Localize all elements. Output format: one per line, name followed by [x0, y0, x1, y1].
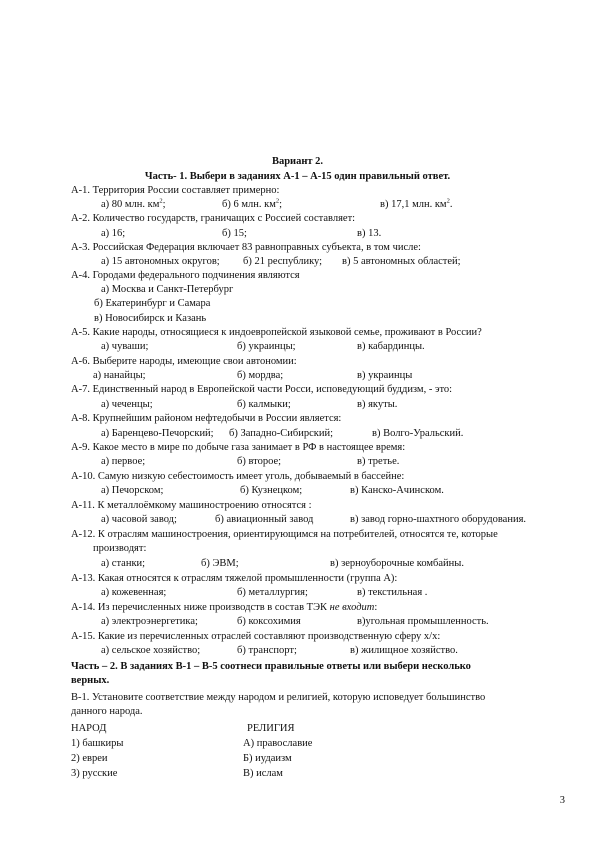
- option-a8-a: а) Баренцево-Печорский;: [101, 428, 214, 439]
- option-a12-a: а) станки;: [101, 558, 146, 569]
- question-b1: В-1. Установите соответствие между народом и религией, которую исповедует большинство: [71, 692, 486, 703]
- people-item: 3) русские: [71, 768, 118, 779]
- option-a5-b: б) украинцы;: [237, 341, 296, 352]
- people-item: 1) башкиры: [71, 738, 124, 749]
- option-a1-c: в) 17,1 млн. $км^2$.: [380, 197, 453, 210]
- option-a14-c: в)угольная промышленность.: [357, 616, 489, 627]
- option-a3-a: а) 15 автономных округов;: [101, 256, 220, 267]
- part2-heading: Часть – 2. В заданиях В-1 – В-5 соотнеси правильные ответы или выбери несколько: [71, 661, 471, 672]
- option-a9-a: а) первое;: [101, 456, 146, 467]
- option-a7-c: в) якуты.: [357, 399, 398, 410]
- part2-heading-cont: верных.: [71, 675, 110, 686]
- option-a12-c: в) зерноуборочные комбайны.: [330, 558, 464, 569]
- question-a15: А-15. Какие из перечисленных отраслей составляют производственную сферу х/х:: [71, 631, 441, 642]
- option-a13-b: б) металлургия;: [237, 587, 308, 598]
- question-a9: А-9. Какое место в мире по добыче газа занимает в РФ в настоящее время:: [71, 442, 406, 453]
- option-a14-a: а) электроэнергетика;: [101, 616, 198, 627]
- option-a15-b: б) транспорт;: [237, 645, 297, 656]
- page-number: 3: [559, 795, 565, 806]
- option-a4-c: в) Новосибирск и Казань: [94, 313, 207, 324]
- option-a10-a: а) Печорском;: [101, 485, 164, 496]
- option-a14-b: б) коксохимия: [237, 616, 301, 627]
- option-a2-c: в) 13.: [357, 228, 382, 239]
- question-a14: А-14. Из перечисленных ниже производств в состав ТЭК не входит:: [71, 602, 378, 613]
- option-a11-c: в) завод горно-шахтного оборудования.: [350, 514, 527, 525]
- option-a8-c: в) Волго-Уральский.: [372, 428, 464, 439]
- option-a15-a: а) сельское хозяйство;: [101, 645, 201, 656]
- option-a1-a: а) 80 млн. $км^2$;: [101, 197, 166, 210]
- option-a13-a: а) кожевенная;: [101, 587, 167, 598]
- option-a11-a: а) часовой завод;: [101, 514, 177, 525]
- question-a4: А-4. Городами федерального подчинения являются: [71, 270, 300, 281]
- option-a2-a: а) 16;: [101, 228, 126, 239]
- religion-item: Б) иудаизм: [243, 753, 292, 764]
- question-a5: А-5. Какие народы, относящиеся к индоевропейской языковой семье, проживают в России?: [71, 327, 482, 338]
- option-a10-b: б) Кузнецком;: [240, 485, 303, 496]
- column-header-people: НАРОД: [71, 723, 107, 734]
- option-a9-b: б) второе;: [237, 456, 282, 467]
- column-header-religion: РЕЛИГИЯ: [247, 723, 295, 734]
- question-a8: А-8. Крупнейшим районом нефтедобычи в России является:: [71, 413, 342, 424]
- question-b1-cont: данного народа.: [71, 706, 143, 717]
- question-a13: А-13. Какая относятся к отраслям тяжелой промышленности (группа А):: [71, 573, 398, 584]
- question-a10: А-10. Самую низкую себестоимость имеет уголь, добываемый в бассейне:: [71, 471, 405, 482]
- option-a10-c: в) Канско-Ачинском.: [350, 485, 444, 496]
- option-a12-b: б) ЭВМ;: [201, 558, 239, 569]
- option-a7-a: а) чеченцы;: [101, 399, 153, 410]
- option-a1-b: б) 6 млн. $км^2$;: [222, 197, 283, 210]
- variant-title: Вариант 2.: [271, 156, 324, 167]
- question-a2: А-2. Количество государств, граничащих с Россией составляет:: [71, 213, 356, 224]
- option-a5-a: а) чуваши;: [101, 341, 149, 352]
- part1-heading: Часть- 1. Выбери в заданиях А-1 – А-15 один правильный ответ.: [144, 171, 451, 182]
- option-a3-b: б) 21 республику;: [243, 256, 323, 267]
- option-a13-c: в) текстильная .: [357, 587, 428, 598]
- option-a6-a: а) нанайцы;: [93, 370, 146, 381]
- option-a9-c: в) третье.: [357, 456, 400, 467]
- option-a2-b: б) 15;: [222, 228, 247, 239]
- option-a6-c: в) украинцы: [357, 370, 413, 381]
- people-item: 2) евреи: [71, 753, 108, 764]
- question-a1: А-1. Территория России составляет примерно:: [71, 185, 280, 196]
- question-a12: А-12. К отраслям машиностроения, ориентирующимся на потребителей, относятся те, которые: [71, 529, 498, 540]
- question-a3: А-3. Российская Федерация включает 83 равноправных субъекта, в том числе:: [71, 242, 421, 253]
- religion-item: А) православие: [243, 738, 313, 749]
- option-a3-c: в) 5 автономных областей;: [342, 256, 461, 267]
- question-a11: А-11. К металлоёмкому машиностроению относятся :: [71, 500, 312, 511]
- question-a6: А-6. Выберите народы, имеющие свои автономии:: [71, 356, 297, 367]
- option-a4-b: б) Екатеринбург и Самара: [94, 298, 211, 309]
- option-a4-a: а) Москва и Санкт-Петербург: [101, 284, 234, 295]
- option-a15-c: в) жилищное хозяйство.: [350, 645, 458, 656]
- question-a7: А-7. Единственный народ в Европейской части Росси, исповедующий буддизм, - это:: [71, 384, 453, 395]
- option-a5-c: в) кабардинцы.: [357, 341, 425, 352]
- question-a12-cont: производят:: [93, 543, 147, 554]
- option-a6-b: б) мордва;: [237, 370, 284, 381]
- option-a7-b: б) калмыки;: [237, 399, 291, 410]
- option-a11-b: б) авиационный завод: [215, 514, 314, 525]
- option-a8-b: б) Западно-Сибирский;: [229, 428, 333, 439]
- religion-item: В) ислам: [243, 768, 283, 779]
